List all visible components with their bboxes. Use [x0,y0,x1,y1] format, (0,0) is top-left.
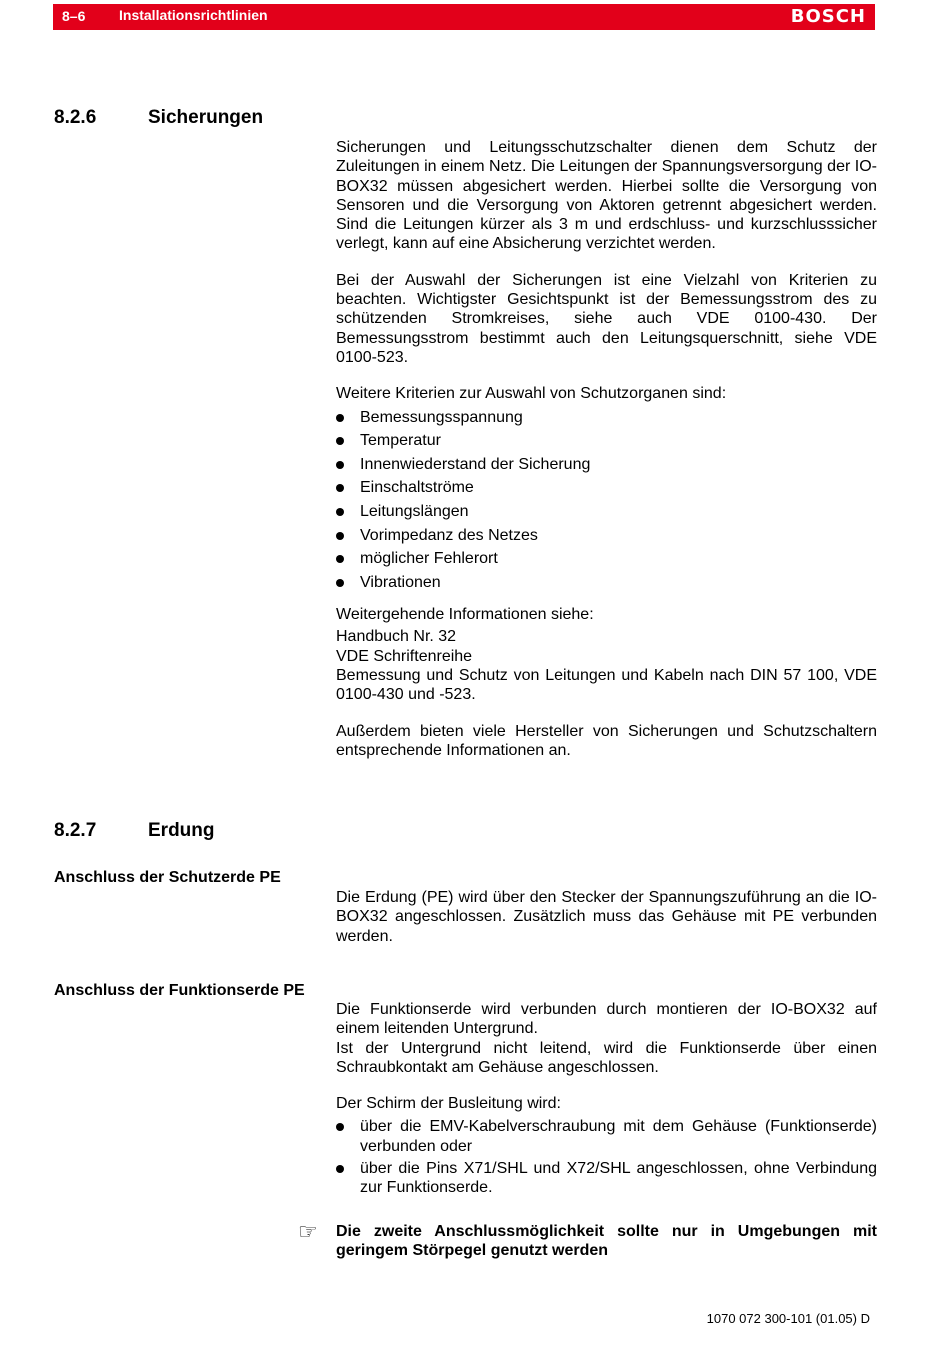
bullet-icon [336,555,344,563]
sicherungen-para-2: Bei der Auswahl der Sicherungen ist eine Vielzahl von Kriterien zu beachten. Wichtigster Gesichtspunkt ist der Bemessungsstrom des zu schützenden Stromkreises, siehe auch VDE 0100-430. Der Bemessungsstrom bestimmt auch den Leitungsquerschnitt, siehe VDE 0100-523. [336,271,877,366]
list-item: Bemessungsspannung [336,408,877,427]
section-title-sicherungen: Sicherungen [148,107,264,128]
list-item: Vorimpedanz des Netzes [336,526,877,545]
bullet-icon [336,532,344,540]
list-item: über die EMV-Kabelverschraubung mit dem Gehäuse (Funktionserde) verbunden oder [336,1117,877,1156]
info-intro: Weitergehende Informationen siehe: [336,606,594,624]
pe-heading: Anschluss der Schutzerde PE [54,869,281,886]
section-number-sicherungen: 8.2.6 [54,107,97,128]
shield-list [336,1117,877,1197]
list-item: Vibrationen [336,573,877,592]
document-number: 1070 072 300-101 (01.05) D [706,1311,870,1326]
sicherungen-para-1: Sicherungen und Leitungsschutzschalter dienen dem Schutz der Zuleitungen in einem Netz. Die Leitungen der Spannungsversorgung der IO-BOX32 müssen abgesichert werden. Hierbei sollte die Versorgung von Sensoren und die Versorgung von Aktoren getrennt abgesichert werden. Sind die Leitungen kürzer als 3 m und erdschluss- und kurzschlusssicher verlegt, kann auf eine Absicherung verzichtet werden. [336,139,877,253]
header-bar [53,4,875,30]
shield-intro: Der Schirm der Busleitung wird: [336,1095,561,1113]
note-text: Die zweite Anschlussmöglichkeit sollte nur in Umgebungen mit geringem Störpegel genutzt werden [336,1223,877,1260]
list-item: Einschaltströme [336,478,877,497]
page-number: 8–6 [62,8,86,24]
section-number-erdung: 8.2.7 [54,820,97,841]
criteria-list [336,408,877,592]
info-line-3: Bemessung und Schutz von Leitungen und Kabeln nach DIN 57 100, VDE 0100-430 und -523. [336,666,877,704]
list-item: über die Pins X71/SHL und X72/SHL angeschlossen, ohne Verbindung zur Funktionserde. [336,1159,877,1198]
section-title-erdung: Erdung [148,820,215,841]
list-item: möglicher Fehlerort [336,549,877,568]
pe-text: Die Erdung (PE) wird über den Stecker der Spannungszuführung an die IO-BOX32 angeschlossen. Zusätzlich muss das Gehäuse mit PE verbunden werden. [336,889,877,945]
header-title: Installationsrichtlinien [119,7,268,23]
bullet-icon [336,1123,344,1131]
bullet-icon [336,1165,344,1173]
list-item: Innenwiederstand der Sicherung [336,455,877,474]
bullet-icon [336,484,344,492]
list-item: Temperatur [336,431,877,450]
fe-text-2: Ist der Untergrund nicht leitend, wird die Funktionserde über einen Schraubkontakt am Gehäuse angeschlossen. [336,1039,877,1076]
bullet-icon [336,461,344,469]
list-item: Leitungslängen [336,502,877,521]
sicherungen-para-last: Außerdem bieten viele Hersteller von Sicherungen und Schutzschaltern entsprechende Informationen an. [336,722,877,759]
pointing-hand-icon: ☞ [298,1219,318,1244]
bullet-icon [336,437,344,445]
bosch-logo: BOSCH [790,6,866,27]
bullet-icon [336,414,344,422]
sicherungen-body [336,138,877,760]
info-line-2: VDE Schriftenreihe [336,647,473,665]
bullet-icon [336,508,344,516]
info-line-1: Handbuch Nr. 32 [336,628,457,646]
fe-text-1: Die Funktionserde wird verbunden durch montieren der IO-BOX32 auf einem leitenden Untergrund. [336,1001,877,1038]
fe-heading: Anschluss der Funktionserde PE [54,982,305,999]
criteria-intro: Weitere Kriterien zur Auswahl von Schutzorganen sind: [336,385,727,403]
fe-body [336,1000,877,1201]
bullet-icon [336,579,344,587]
